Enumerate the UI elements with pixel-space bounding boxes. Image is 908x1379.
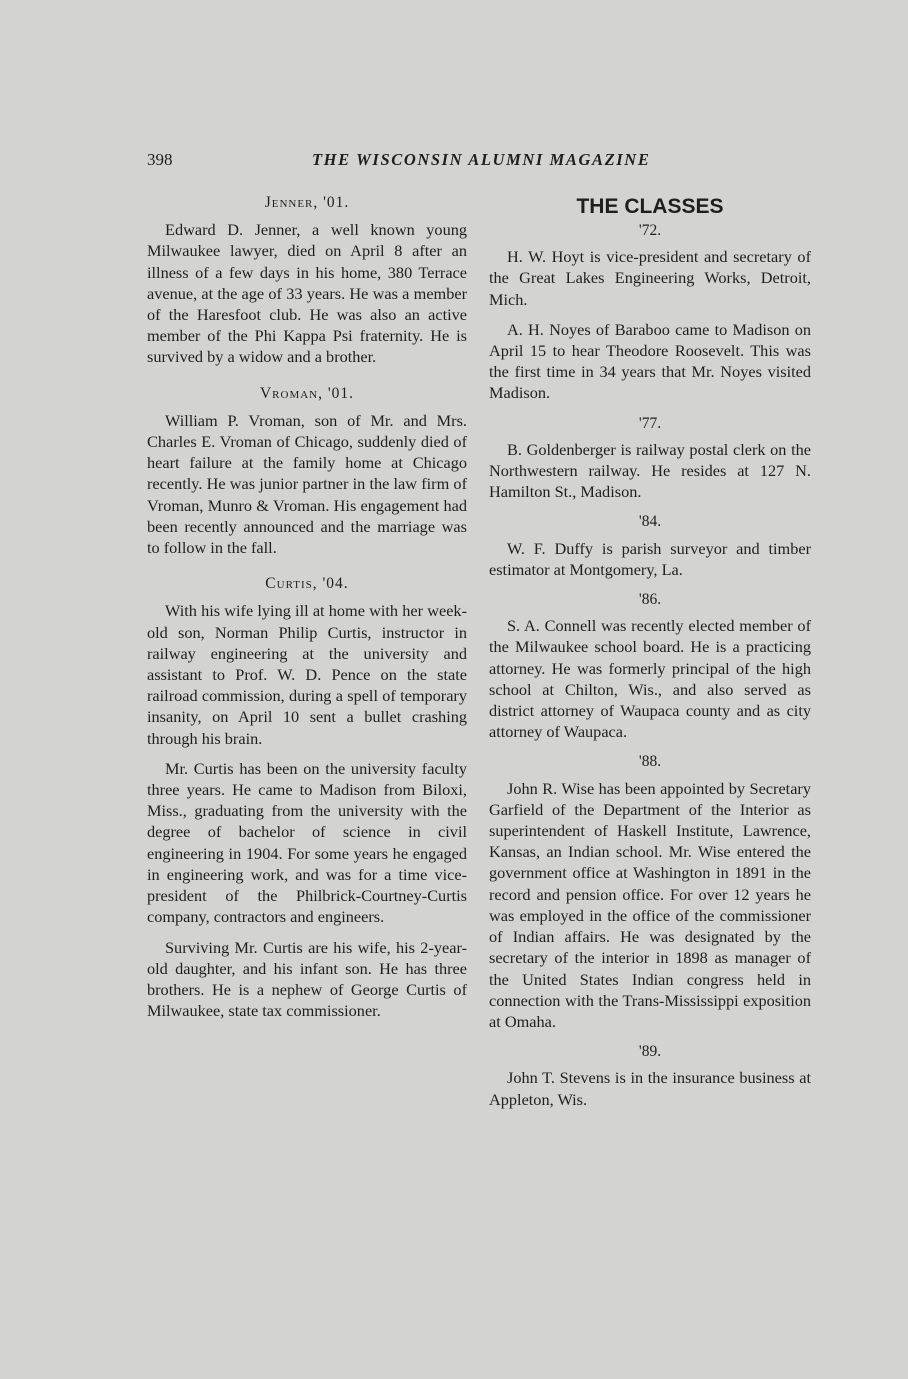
page-header: [147, 150, 809, 174]
obituary-paragraph: Surviving Mr. Curtis are his wife, his 2-year-old daughter, and his infant son. He has three brothers. He is a nephew of George Curtis of Milwaukee, state tax commissioner.: [147, 937, 467, 1021]
obituary-paragraph: With his wife lying ill at home with her week-old son, Norman Philip Curtis, instructor in railway engineering at the university and assistant to Prof. W. D. Pence on the state railroad commission, during a spell of temporary insanity, on April 10 sent a bullet crashing through his brain.: [147, 601, 467, 748]
section-title: THE CLASSES: [576, 195, 724, 218]
class-year-heading-72: '72.: [638, 222, 662, 239]
obituary-heading-vroman: Vroman, '01.: [259, 384, 355, 402]
class-year-heading-86: '86.: [638, 591, 662, 609]
class-note: John R. Wise has been appointed by Secretary Garfield of the Department of the Interior as superintendent of Haskell Institute, Lawrence, Kansas, an Indian school. Mr. Wise entered the government office at Washington in 1891 in the record and pension office. For over 12 years he was employed in the office of the commissioner of Indian affairs. He was designated by the secretary of the interior in 1898 as manager of the United States Indian congress held in connection with the Trans-Mississippi exposition at Omaha.: [489, 778, 811, 1031]
right-column: [489, 192, 811, 1119]
class-note: John T. Stevens is in the insurance business at Appleton, Wis.: [489, 1068, 811, 1109]
class-year-heading-89: '89.: [638, 1043, 662, 1061]
obituary-heading-jenner: Jenner, '01.: [264, 194, 350, 211]
page-number: 398: [147, 150, 173, 169]
obituary-heading-curtis: Curtis, '04.: [265, 575, 349, 593]
class-note: A. H. Noyes of Baraboo came to Madison on April 15 to hear Theodore Roosevelt. This was the first time in 34 years that Mr. Noyes visited Madison.: [489, 319, 811, 403]
class-note: S. A. Connell was recently elected member of the Milwaukee school board. He is a practicing attorney. He was formerly principal of the high school at Chilton, Wis., and also served as district attorney of Waupaca county and as city attorney of Waupaca.: [489, 616, 811, 742]
class-year-heading-88: '88.: [638, 753, 662, 771]
obituary-paragraph: Edward D. Jenner, a well known young Milwaukee lawyer, died on April 8 after an illness of a few days in his home, 380 Terrace avenue, at the age of 33 years. He was a member of the Haresfoot club. He was also an active member of the Phi Kappa Psi fraternity. He is survived by a widow and a brother.: [147, 220, 467, 367]
left-column: [147, 192, 467, 1030]
class-note: H. W. Hoyt is vice-president and secretary of the Great Lakes Engineering Works, Detroit, Mich.: [489, 247, 811, 309]
class-note: B. Goldenberger is railway postal clerk on the Northwestern railway. He resides at 127 N. Hamilton St., Madison.: [489, 439, 811, 502]
class-note: W. F. Duffy is parish surveyor and timber estimator at Montgomery, La.: [489, 538, 811, 579]
magazine-title: THE WISCONSIN ALUMNI MAGAZINE: [312, 150, 651, 169]
obituary-paragraph: Mr. Curtis has been on the university faculty three years. He came to Madison from Biloxi, Miss., graduating from the university with the degree of bachelor of science in civil engineering in 1904. For some years he engaged in engineering work, and was for a time vice-president of the Philbrick-Courtney-Curtis company, contractors and engineers.: [147, 758, 467, 927]
class-year-heading-84: '84.: [638, 513, 662, 531]
obituary-paragraph: William P. Vroman, son of Mr. and Mrs. Charles E. Vroman of Chicago, suddenly died of heart failure at the family home at Chicago recently. He was junior partner in the law firm of Vroman, Munro & Vroman. His engagement had been recently announced and the marriage was to follow in the fall.: [147, 410, 467, 558]
class-year-heading-77: '77.: [638, 414, 662, 432]
